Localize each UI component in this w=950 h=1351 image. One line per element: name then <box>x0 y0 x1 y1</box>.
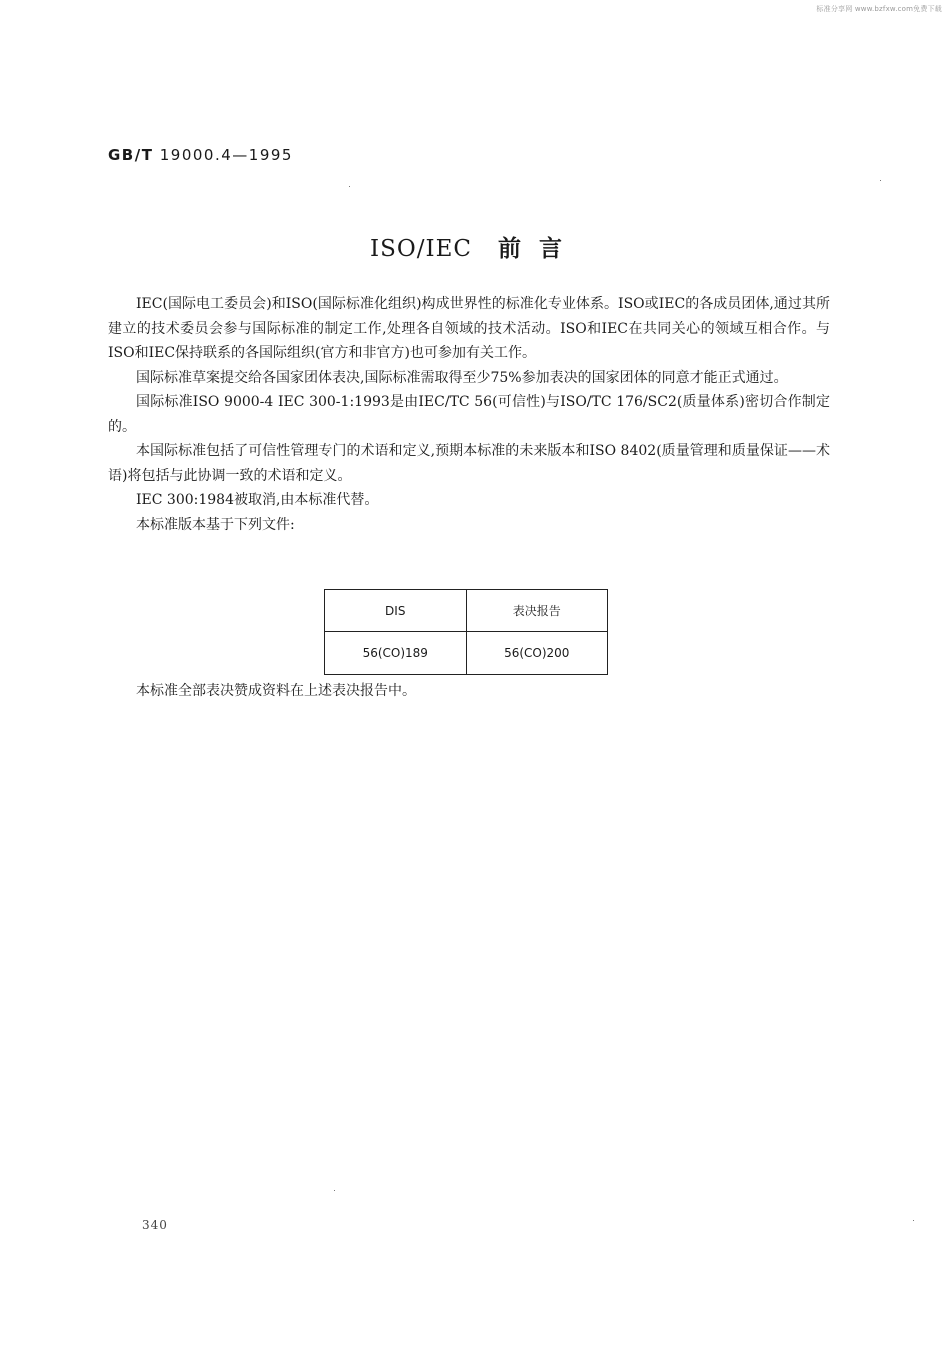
standard-number: 19000.4—1995 <box>159 146 293 164</box>
scan-speck <box>334 1190 335 1191</box>
scan-speck <box>349 186 350 187</box>
table-header-dis: DIS <box>325 590 467 632</box>
table-header-row <box>325 590 608 632</box>
scan-speck <box>913 1220 914 1221</box>
paragraph-4: 本国际标准包括了可信性管理专门的术语和定义,预期本标准的未来版本和ISO 8402(质量管理和质量保证——术语)将包括与此协调一致的术语和定义。 <box>108 443 830 484</box>
documents-table <box>324 589 608 675</box>
standard-code <box>108 146 293 164</box>
paragraph-1: IEC(国际电工委员会)和ISO(国际标准化组织)构成世界性的标准化专业体系。ISO或IEC的各成员团体,通过其所建立的技术委员会参与国际标准的制定工作,处理各自领域的技术活动。ISO和IEC在共同关心的领域互相合作。与ISO和IEC保持联系的各国际组织(官方和非官方)也可参加有关工作。 <box>108 296 830 361</box>
table-header-vote-report: 表决报告 <box>466 590 608 632</box>
table-cell-dis: 56(CO)189 <box>325 632 467 675</box>
title-latin: ISO/IEC <box>370 236 472 262</box>
paragraph-5: IEC 300:1984被取消,由本标准代替。 <box>136 492 379 508</box>
table-cell-vote-report: 56(CO)200 <box>466 632 608 675</box>
closing-statement: 本标准全部表决赞成资料在上述表决报告中。 <box>136 683 416 699</box>
page-number: 340 <box>142 1218 168 1232</box>
title-cjk: 前言 <box>497 236 580 262</box>
watermark-text: 标准分享网 www.bzfxw.com免费下载 <box>816 5 942 13</box>
paragraph-2: 国际标准草案提交给各国家团体表决,国际标准需取得至少75%参加表决的国家团体的同意才能正式通过。 <box>136 369 788 386</box>
standard-prefix: GB/T <box>108 146 154 164</box>
page-title <box>0 230 950 263</box>
foreword-body <box>108 292 830 537</box>
table-row <box>325 632 608 675</box>
paragraph-6: 本标准版本基于下列文件: <box>136 516 295 533</box>
scan-speck <box>880 180 881 181</box>
paragraph-3: 国际标准ISO 9000-4 IEC 300-1:1993是由IEC/TC 56(可信性)与ISO/TC 176/SC2(质量体系)密切合作制定的。 <box>108 394 830 435</box>
